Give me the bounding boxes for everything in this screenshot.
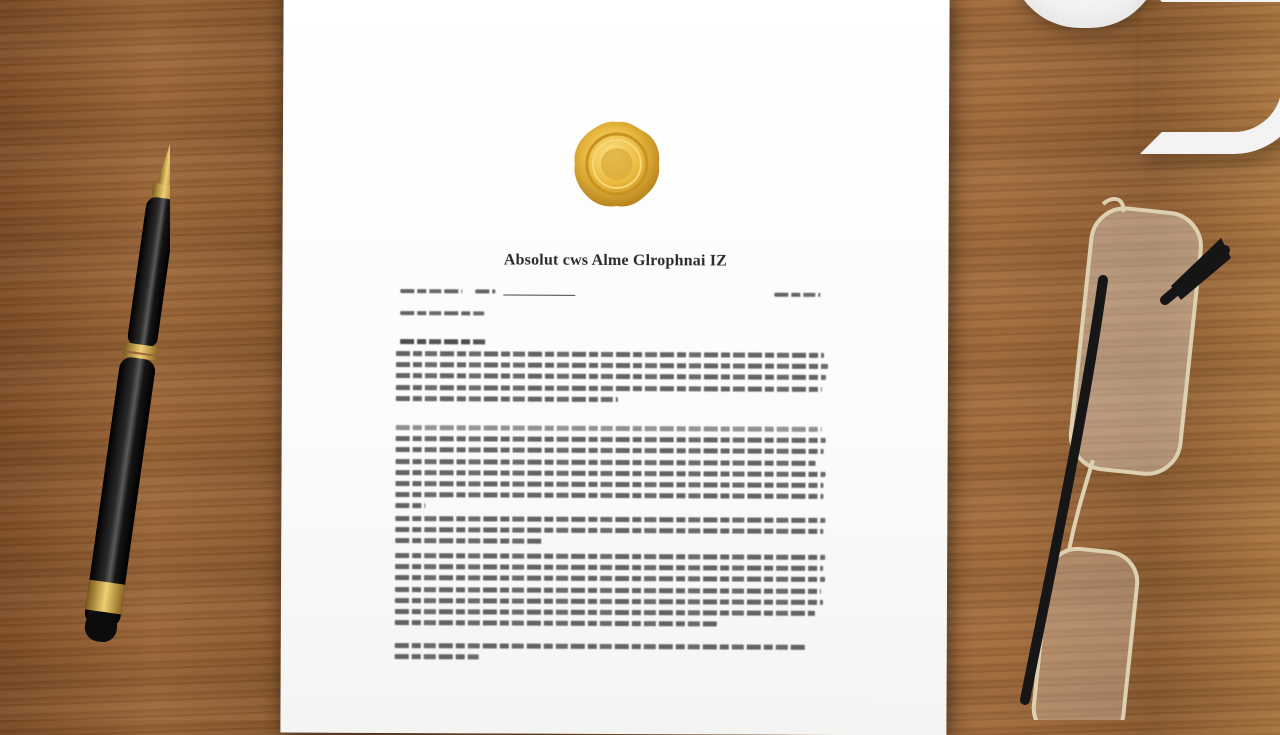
wax-seal-icon	[571, 118, 663, 210]
fountain-pen-icon	[40, 130, 170, 650]
section-heading	[400, 336, 486, 346]
body-paragraph-2	[395, 425, 827, 516]
paper-document	[280, 0, 949, 735]
document-title: Absolut cws Alme Glrophnai IZ	[503, 251, 728, 270]
coffee-mug-icon	[1010, 0, 1160, 28]
reference-field	[774, 289, 820, 299]
eyeglasses-icon	[985, 190, 1245, 720]
mug-handle	[1140, 0, 1280, 154]
body-paragraph-1	[396, 351, 828, 409]
list-item-1	[395, 516, 827, 551]
list-item-3	[395, 643, 827, 667]
recipient-field	[400, 307, 484, 317]
list-item-2	[395, 553, 827, 633]
date-field	[400, 285, 575, 296]
